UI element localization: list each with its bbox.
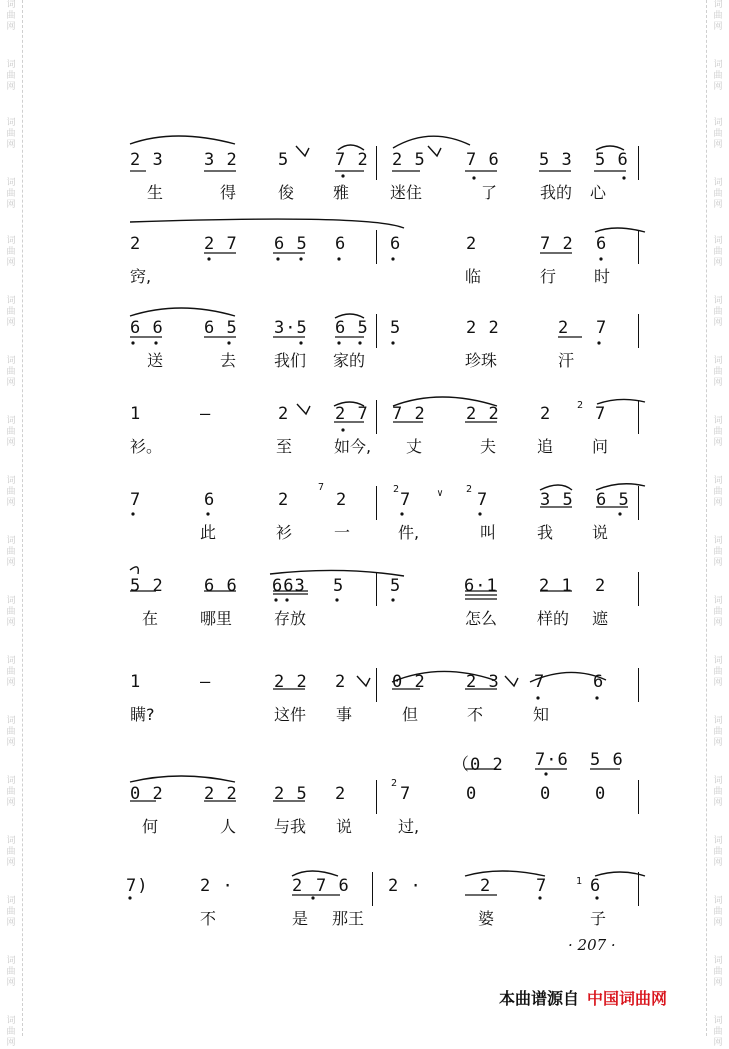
bar-line — [638, 314, 639, 348]
interlude-line — [0, 750, 729, 774]
bar-line — [638, 572, 639, 606]
bar-line — [638, 400, 639, 434]
note-group: 2 — [335, 672, 347, 692]
lyric: 生 — [147, 183, 164, 202]
note-group: 7·6 — [535, 750, 569, 770]
note-group: 0 — [466, 784, 478, 804]
svg-text:7: 7 — [318, 482, 325, 493]
lyric: 临 — [465, 267, 482, 286]
lyric: 叫 — [480, 523, 497, 542]
lyric: 时 — [594, 267, 611, 286]
staff-system-3 — [0, 318, 729, 408]
lyric: 过, — [398, 817, 420, 836]
lyric: 瞒? — [130, 705, 155, 724]
lyric: 俊 — [278, 183, 295, 202]
note-group: 6 — [390, 234, 402, 254]
watermark-text: 词 曲 网 — [713, 896, 723, 928]
note-group: 2 1 — [539, 576, 573, 596]
staff-system-4 — [0, 404, 729, 494]
staff-system-1 — [0, 150, 729, 240]
note-group: 7 — [536, 876, 548, 896]
lyric: 如今, — [334, 437, 372, 456]
lyric: 送 — [147, 351, 164, 370]
lyric: 家的 — [333, 351, 366, 370]
watermark-text: 词 曲 网 — [713, 956, 723, 988]
note-group: 1 — [130, 404, 142, 424]
lyric: 是 — [292, 909, 309, 928]
lyric: 人 — [220, 817, 237, 836]
lyric: 在 — [142, 609, 159, 628]
lyric: 说 — [592, 523, 609, 542]
watermark-text: 词 曲 网 — [6, 956, 16, 988]
watermark-text: 词 曲 网 — [713, 656, 723, 688]
note-group: 5 — [390, 576, 402, 596]
lyric: 衫。 — [130, 437, 163, 456]
lyric: 那王 — [332, 909, 365, 928]
page-number: · 207 · — [568, 936, 616, 954]
note-group: 6·1 — [464, 576, 498, 596]
note-group: 0 — [540, 784, 552, 804]
watermark-text: 词 曲 网 — [713, 178, 723, 210]
lyric: 得 — [220, 183, 237, 202]
note-group: 2 7 — [204, 234, 238, 254]
lyric: 说 — [336, 817, 353, 836]
watermark-text: 词 曲 网 — [6, 596, 16, 628]
note-group: 6 5 — [596, 490, 630, 510]
note-group: 7 6 — [466, 150, 500, 170]
staff-system-6 — [0, 576, 729, 666]
svg-text:1: 1 — [576, 876, 583, 887]
staff-system-5 — [0, 490, 729, 580]
watermark-text: 词 曲 网 — [713, 236, 723, 268]
staff-system-2 — [0, 234, 729, 324]
note-group: 2 · — [200, 876, 234, 896]
watermark-text: 词 曲 网 — [713, 1016, 723, 1048]
watermark-text: 词 曲 网 — [713, 536, 723, 568]
lyric: 但 — [402, 705, 419, 724]
lyric: 遮 — [592, 609, 609, 628]
svg-text:∨: ∨ — [437, 488, 444, 499]
note-group: 0 2 — [130, 784, 164, 804]
note-group: 2 2 — [204, 784, 238, 804]
note-group: 3 5 — [540, 490, 574, 510]
staff-system-8 — [0, 784, 729, 874]
watermark-text: 词 曲 网 — [6, 716, 16, 748]
lyric: 丈 — [406, 437, 423, 456]
note-group: 2 7 — [335, 404, 369, 424]
note-group: 5 6 — [595, 150, 629, 170]
note-group: 7 — [534, 672, 546, 692]
watermark-text: 词 曲 网 — [6, 656, 16, 688]
svg-text:2: 2 — [393, 484, 400, 495]
lyric: 迷住 — [390, 183, 423, 202]
note-group: 3·5 — [274, 318, 308, 338]
note-group: 0 — [595, 784, 607, 804]
lyric: 去 — [220, 351, 237, 370]
svg-text:2: 2 — [466, 484, 473, 495]
watermark-text: 词 曲 网 — [6, 536, 16, 568]
watermark-text: 词 曲 网 — [6, 476, 16, 508]
lyric: 至 — [276, 437, 293, 456]
lyric: 知 — [533, 705, 550, 724]
lyric: 婆 — [478, 909, 495, 928]
note-group: 2 — [278, 404, 290, 424]
watermark-text: 词 曲 网 — [713, 716, 723, 748]
note-group: 7 6 — [316, 876, 350, 896]
note-group: 6 5 — [335, 318, 369, 338]
lyric: 样的 — [537, 609, 570, 628]
bar-line — [376, 146, 377, 180]
note-group: 6 — [590, 876, 602, 896]
note-group: 6 — [596, 234, 608, 254]
note-group: — — [200, 404, 212, 424]
lyric: 汗 — [558, 351, 575, 370]
watermark-text: 词 曲 网 — [6, 776, 16, 808]
note-group: 2 · — [388, 876, 422, 896]
bar-line — [376, 668, 377, 702]
note-group: 2 2 — [466, 318, 500, 338]
note-group: 1 — [130, 672, 142, 692]
note-group: 7 — [400, 490, 412, 510]
note-group: 2 — [540, 404, 552, 424]
watermark-text: 词 曲 网 — [713, 476, 723, 508]
note-group: 6 6 — [130, 318, 164, 338]
watermark-text: 词 曲 网 — [713, 836, 723, 868]
watermark-text: 词 曲 网 — [6, 60, 16, 92]
note-group: 6 — [204, 490, 216, 510]
lyric: 我们 — [274, 351, 307, 370]
note-group: 7 — [477, 490, 489, 510]
note-group: 2 — [595, 576, 607, 596]
note-group: 2 — [336, 490, 348, 510]
note-group: 3 2 — [204, 150, 238, 170]
staff-system-9 — [0, 876, 729, 966]
note-group: 5 — [390, 318, 402, 338]
watermark-text: 词 曲 网 — [6, 118, 16, 150]
lyric: 问 — [592, 437, 609, 456]
staff-system-7 — [0, 672, 729, 762]
bar-line — [638, 486, 639, 520]
note-group: 5 — [333, 576, 345, 596]
note-group: 663 — [272, 576, 306, 596]
lyric: 存放 — [274, 609, 307, 628]
watermark-text: 词 曲 网 — [6, 178, 16, 210]
bar-line — [376, 400, 377, 434]
note-group: 2 — [335, 784, 347, 804]
note-group: 5 — [278, 150, 290, 170]
bar-line — [372, 872, 373, 906]
note-group: 7) — [126, 876, 149, 896]
note-group: 7 — [400, 784, 412, 804]
watermark-text: 词 曲 网 — [713, 118, 723, 150]
lyric: 雅 — [333, 183, 350, 202]
lyric: 我 — [537, 523, 554, 542]
note-group: 7 — [130, 490, 142, 510]
lyric: 此 — [200, 523, 217, 542]
bar-line — [638, 146, 639, 180]
svg-text:2: 2 — [577, 400, 584, 411]
note-group: 7 — [596, 318, 608, 338]
note-group: 2 3 — [130, 150, 164, 170]
note-group: 5 2 — [130, 576, 164, 596]
lyric: 不 — [467, 705, 484, 724]
watermark-text: 词 曲 网 — [6, 1016, 16, 1048]
note-group: 0 2 — [392, 672, 426, 692]
lyric: 件, — [398, 523, 420, 542]
bar-line — [376, 314, 377, 348]
note-group: （0 2 — [452, 755, 504, 775]
bar-line — [376, 572, 377, 606]
lyric: 我的 — [540, 183, 573, 202]
watermark-text: 词 曲 网 — [6, 0, 16, 32]
watermark-text: 词 曲 网 — [713, 296, 723, 328]
note-group: 2 2 — [466, 404, 500, 424]
watermark-text: 词 曲 网 — [6, 896, 16, 928]
lyric: 与我 — [274, 817, 307, 836]
note-group: 5 6 — [590, 750, 624, 770]
watermark-text: 词 曲 网 — [6, 296, 16, 328]
watermark-text: 词 曲 网 — [6, 836, 16, 868]
source-label: 本曲谱源自 — [499, 989, 580, 1008]
bar-line — [638, 668, 639, 702]
bar-line — [376, 230, 377, 264]
lyric: 珍珠 — [465, 351, 498, 370]
watermark-text: 词 曲 网 — [713, 416, 723, 448]
watermark-text: 词 曲 网 — [713, 356, 723, 388]
note-group: 2 — [292, 876, 304, 896]
note-group: 6 — [593, 672, 605, 692]
watermark-text: 词 曲 网 — [713, 776, 723, 808]
source-credit — [499, 986, 667, 1009]
watermark-text: 词 曲 网 — [6, 236, 16, 268]
lyric: 哪里 — [200, 609, 233, 628]
bar-line — [376, 486, 377, 520]
note-group: 6 5 — [204, 318, 238, 338]
note-group: 2 — [558, 318, 570, 338]
note-group: 5 3 — [539, 150, 573, 170]
watermark-text: 词 曲 网 — [713, 596, 723, 628]
lyric: 事 — [336, 705, 353, 724]
note-group: 2 3 — [466, 672, 500, 692]
note-group: 2 — [278, 490, 290, 510]
lyric: 夫 — [480, 437, 497, 456]
lyric: 一 — [334, 523, 351, 542]
lyric: 追 — [537, 437, 554, 456]
source-brand: 中国词曲网 — [587, 989, 668, 1008]
lyric: 心 — [590, 183, 607, 202]
lyric: 不 — [200, 909, 217, 928]
watermark-text: 词 曲 网 — [713, 60, 723, 92]
note-group: 6 5 — [274, 234, 308, 254]
watermark-text: 词 曲 网 — [713, 0, 723, 32]
note-group: 2 2 — [274, 672, 308, 692]
note-group: 2 — [130, 234, 142, 254]
lyric: 怎么 — [465, 609, 498, 628]
note-group: 2 — [466, 234, 478, 254]
bar-line — [638, 230, 639, 264]
note-group: 2 — [480, 876, 492, 896]
watermark-text: 词 曲 网 — [6, 356, 16, 388]
lyric: 子 — [590, 909, 607, 928]
bar-line — [376, 780, 377, 814]
lyric: 何 — [142, 817, 159, 836]
bar-line — [638, 780, 639, 814]
note-group: 6 6 — [204, 576, 238, 596]
note-group: 7 2 — [540, 234, 574, 254]
lyric: 这件 — [274, 705, 307, 724]
note-group: 6 — [335, 234, 347, 254]
svg-text:2: 2 — [391, 778, 398, 789]
lyric: 了 — [481, 183, 498, 202]
lyric: 衫 — [276, 523, 293, 542]
watermark-text: 词 曲 网 — [6, 416, 16, 448]
lyric: 窍, — [130, 267, 152, 286]
note-group: 7 2 — [392, 404, 426, 424]
note-group: 7 2 — [335, 150, 369, 170]
note-group: 2 5 — [392, 150, 426, 170]
note-group: — — [200, 672, 212, 692]
lyric: 行 — [540, 267, 557, 286]
note-group: 7 — [595, 404, 607, 424]
note-group: 2 5 — [274, 784, 308, 804]
bar-line — [638, 872, 639, 906]
